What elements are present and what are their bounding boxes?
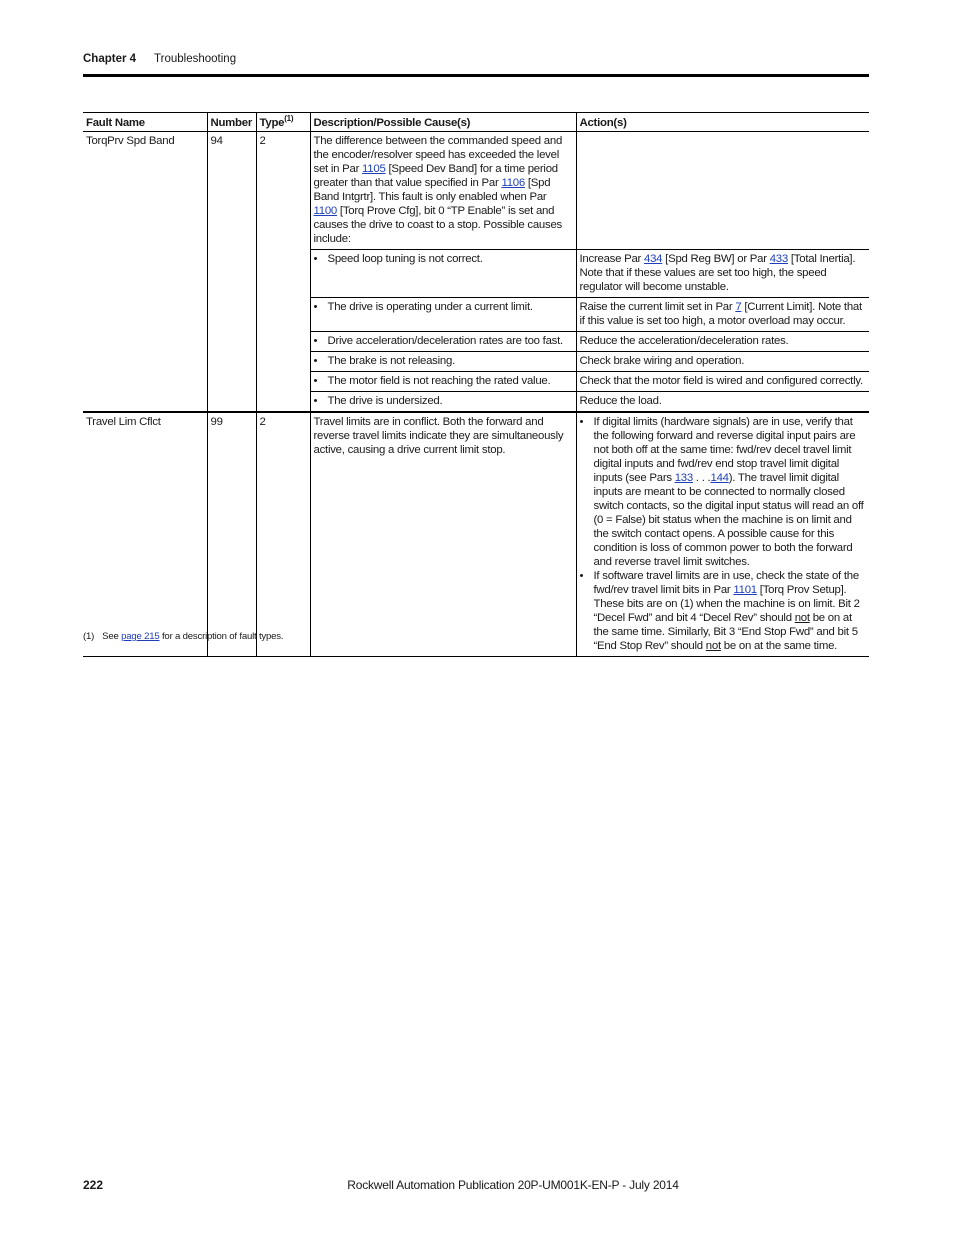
bullet: • [313,375,318,387]
fault-table [83,112,869,657]
cause-text: The drive is operating under a current limit. [327,301,533,313]
action-cell: Check brake wiring and operation. [576,352,869,372]
desc-text: [Speed Dev Band] for a time period greater than that value specified in Par [313,163,558,189]
fault-type: 2 [256,412,310,657]
cause-text: Speed loop tuning is not correct. [327,253,483,265]
action-text [594,569,867,653]
action-text: If digital limits (hardware signals) are in use, verify that the following forward and reverse digital input pairs are not both off at the same time: fwd/rev decel travel limit digital inputs and fwd/rev end stop travel limit digital inputs (see Pars [593,416,856,484]
par-link[interactable]: 144 [710,472,729,484]
action-bullet [580,569,867,653]
par-link[interactable]: 433 [769,253,788,265]
desc-text: [Spd Band Intgrtr]. This fault is only enabled when Par [313,177,551,203]
action-cell [576,132,869,250]
fault-name: Travel Lim Cflct [83,412,207,657]
fault-type: 2 [256,132,310,413]
action-text [594,415,867,569]
desc-text: The difference between the commanded speed and the encoder/resolver speed has exceeded the level set in Par [313,135,563,175]
cause-text: The brake is not releasing. [327,355,455,367]
action-text: [Spd Reg BW] or Par [662,253,770,265]
action-cell: Reduce the acceleration/deceleration rates. [576,332,869,352]
header-rule [83,74,869,77]
bullet: • [313,395,318,407]
table-header-row [83,113,869,132]
action-text: [Torq Prov Setup]. These bits are on (1) when the machine is on limit. Bit 2 “Decel Fwd” and bit 4 “Decel Rev” should [593,584,860,624]
par-link[interactable]: 7 [735,301,742,313]
footnote-text: for a description of fault types. [159,631,284,642]
col-actions: Action(s) [576,113,869,132]
cause-cell [310,332,576,352]
footnote-text: See [102,631,122,642]
footnote [83,631,283,642]
section-label: Troubleshooting [154,53,237,65]
running-header [83,53,236,65]
cause-text: The drive is undersized. [327,395,443,407]
chapter-label: Chapter 4 [83,53,137,65]
cause-text: Drive acceleration/deceleration rates are too fast. [327,335,563,347]
action-text: ). The travel limit digital inputs are meant to be connected to normally closed switch contacts, so the digital input status will read an off (0 = False) bit status when the machine is on limit and the switch contact opens. A possible cause for this condition is loss of common power to both the forward and reverse travel limit switches. [593,472,864,568]
par-link[interactable]: 434 [644,253,663,265]
fault-description: Travel limits are in conflict. Both the forward and reverse travel limits indicate they are simultaneously active, causing a drive current limit stop. [310,412,576,657]
par-link[interactable]: 1100 [313,205,337,217]
fault-name: TorqPrv Spd Band [83,132,207,413]
action-cell [576,412,869,657]
action-bullet [580,415,867,569]
col-type [256,113,310,132]
bullet: • [313,301,318,313]
par-link[interactable]: 1105 [362,163,386,175]
action-text: . . . [692,472,711,484]
action-text: Raise the current limit set in Par [579,301,736,313]
action-cell: Check that the motor field is wired and configured correctly. [576,372,869,392]
page-number: 222 [83,1178,104,1192]
desc-text: [Torq Prove Cfg], bit 0 “TP Enable” is set and causes the drive to coast to a stop. Possible causes include: [313,205,562,245]
bullet: • [313,355,318,367]
par-link[interactable]: 1101 [733,584,757,596]
publication-footer [0,1178,954,1192]
cause-cell [310,298,576,332]
par-link[interactable]: 1106 [501,177,525,189]
col-number: Number [207,113,256,132]
bullet: • [579,416,584,428]
fault-number: 94 [207,132,256,413]
fault-description [310,132,576,250]
action-text: be on at the same time. [720,640,838,652]
action-cell: Reduce the load. [576,392,869,413]
action-cell [576,250,869,298]
emphasis-not: not [794,612,810,624]
col-description: Description/Possible Cause(s) [310,113,576,132]
footnote-number: (1) [83,631,95,642]
action-text: [Current Limit]. Note that if this value is set too high, a motor overload may occur. [579,301,862,327]
emphasis-not: not [705,640,721,652]
publication-text: Rockwell Automation Publication 20P-UM001K-EN-P - July 2014 [347,1178,679,1192]
col-type-label: Type [259,117,285,129]
table-row [83,412,869,657]
cause-cell [310,250,576,298]
cause-cell [310,352,576,372]
table-row [83,132,869,250]
action-text: If software travel limits are in use, check the state of the fwd/rev travel limit bits in Par [593,570,859,596]
col-fault-name: Fault Name [83,113,207,132]
action-text: [Total Inertia]. Note that if these values are set too high, the speed regulator will become unstable. [579,253,856,293]
fault-number: 99 [207,412,256,657]
action-cell [576,298,869,332]
par-link[interactable]: 133 [674,472,693,484]
bullet: • [313,335,318,347]
bullet: • [579,570,584,582]
cause-cell [310,392,576,413]
action-text: be on at the same time. Similarly, Bit 3 “End Stop Fwd” and bit 5 “End Stop Rev” should [593,612,858,652]
bullet: • [313,253,318,265]
footnote-ref: (1) [284,114,294,124]
cause-text: The motor field is not reaching the rated value. [327,375,551,387]
cause-cell [310,372,576,392]
action-text: Increase Par [579,253,644,265]
page-link[interactable]: page 215 [121,631,160,642]
